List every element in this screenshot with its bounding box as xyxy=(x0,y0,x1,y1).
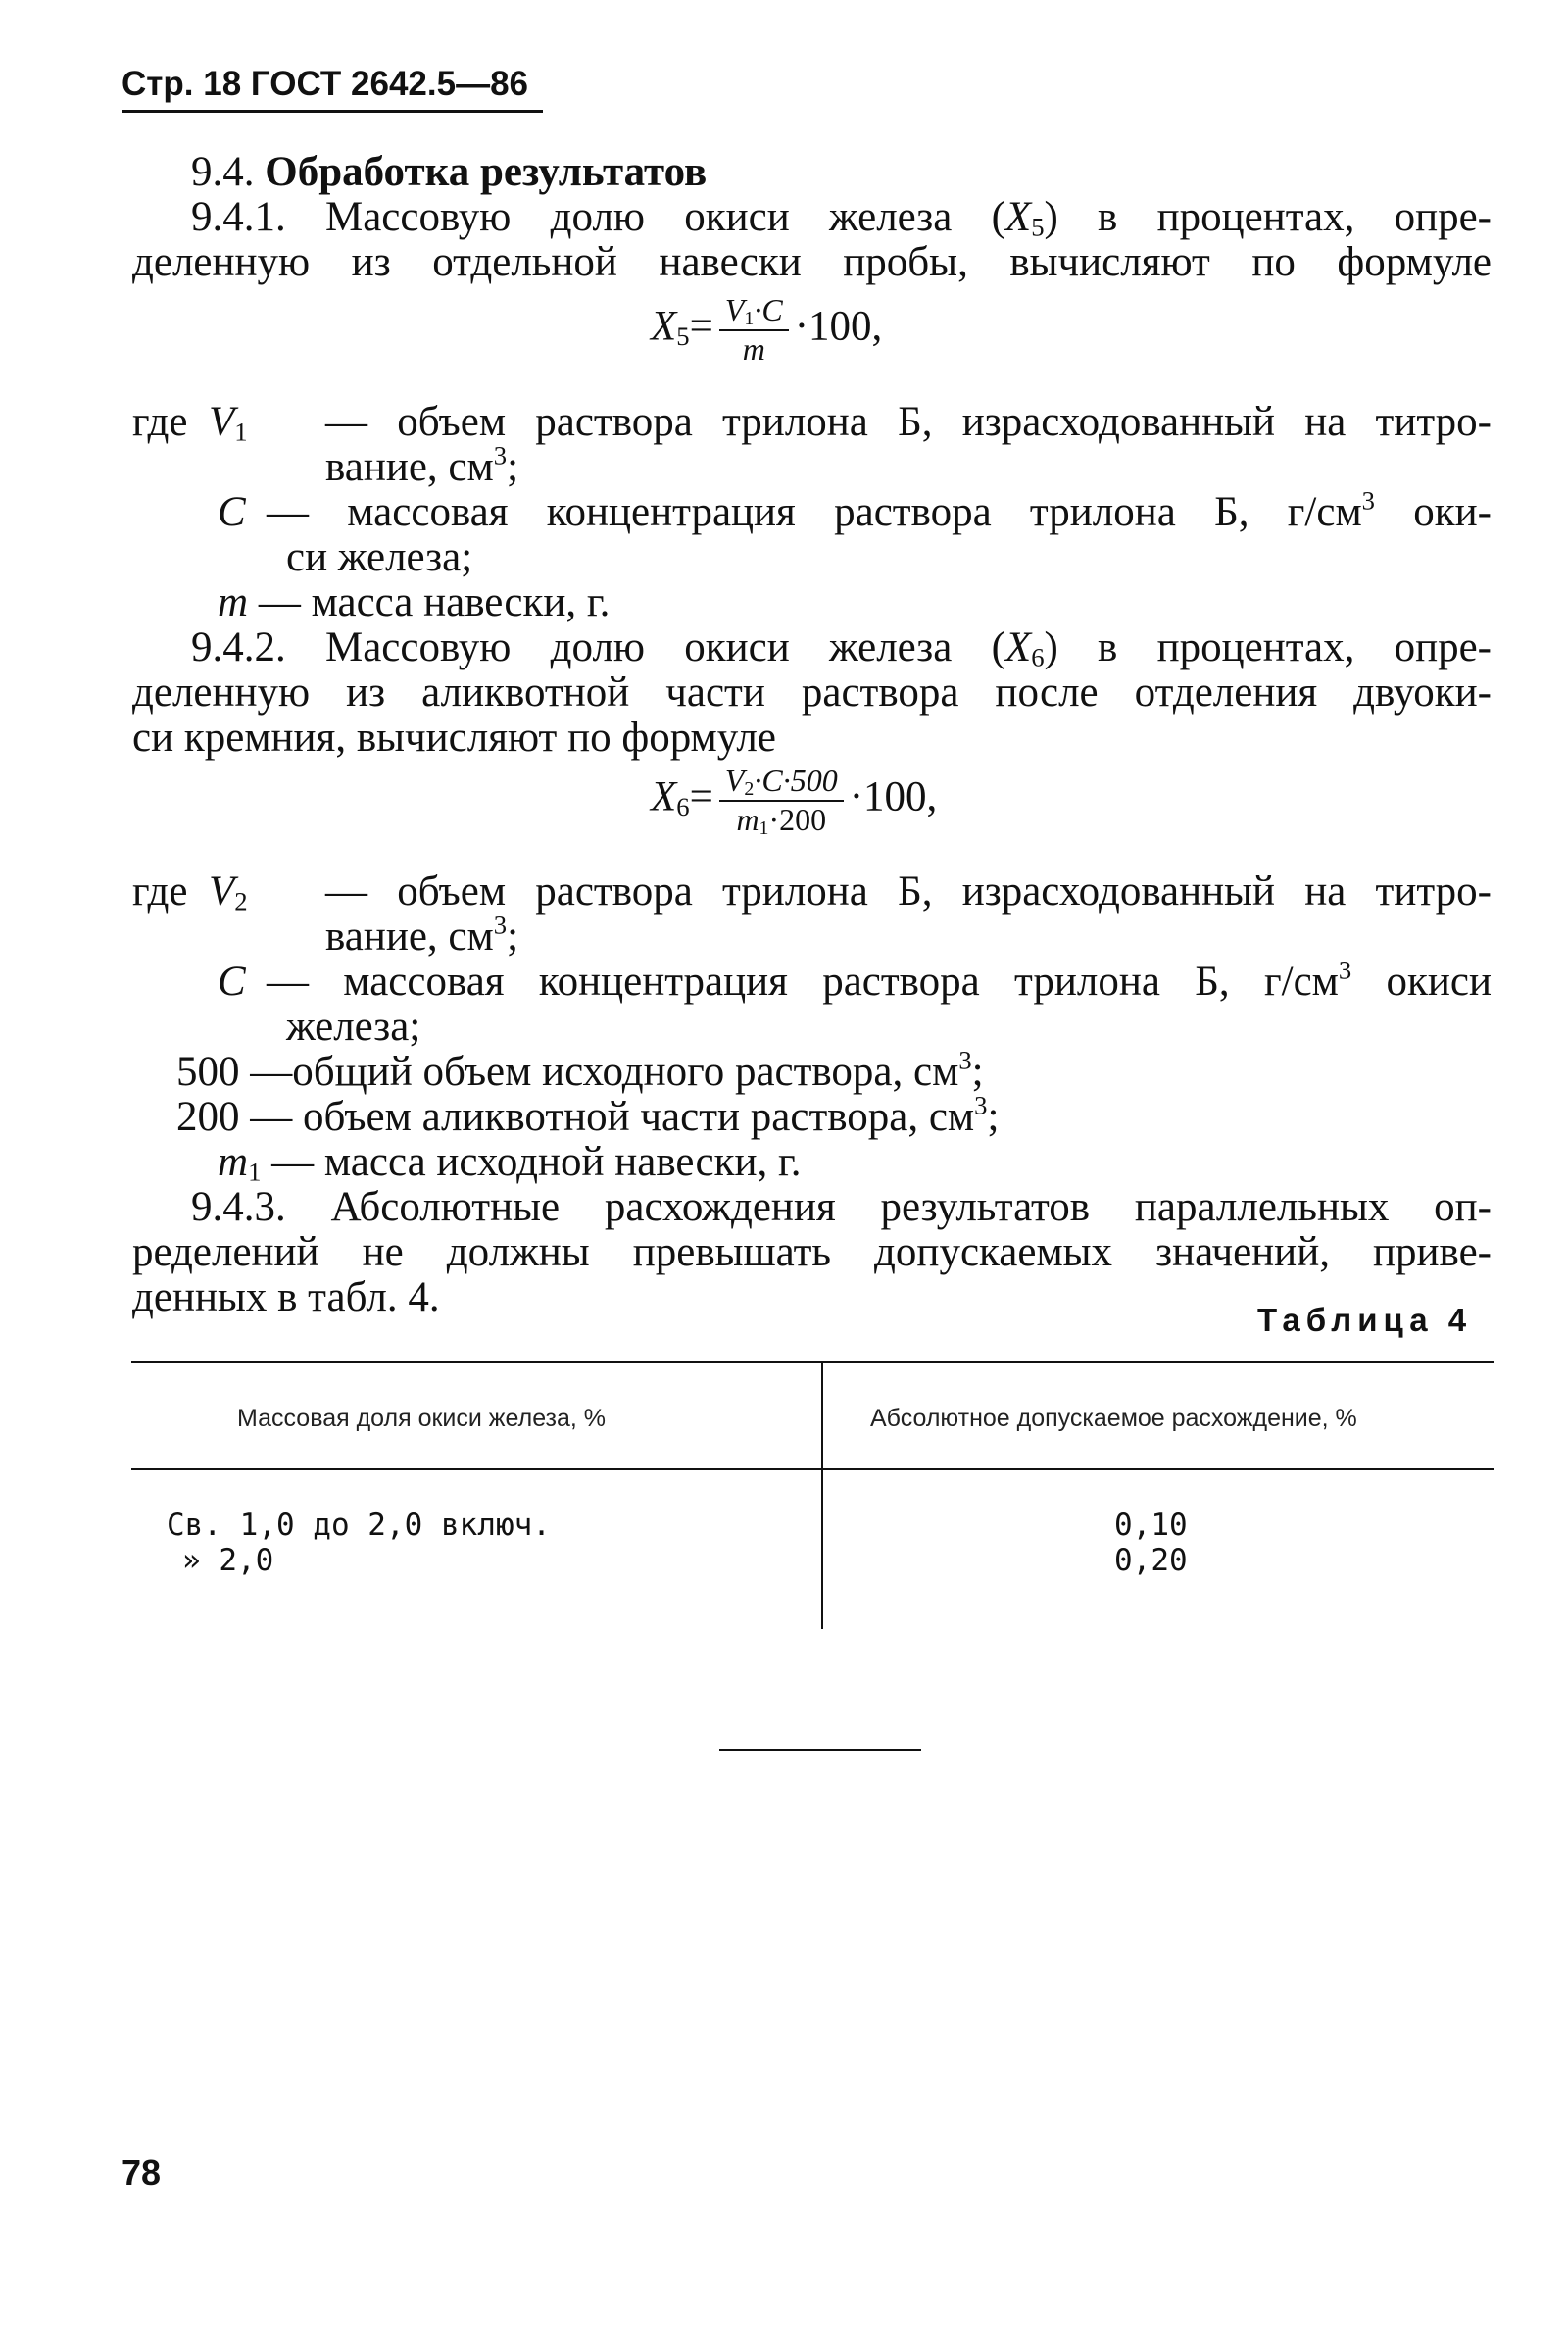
end-rule xyxy=(719,1749,921,1751)
where1-c-label: C xyxy=(218,489,246,535)
where2-c-def1: — массовая концентрация раствора трилона Б, $г/см^3$ окиси xyxy=(267,955,1493,1005)
where1-c-def1: — массовая концентрация раствора трилона Б, $г/см^3$ оки- xyxy=(267,485,1492,535)
table-header-rule xyxy=(131,1468,1494,1470)
p943-line3: денных в табл. 4. xyxy=(132,1274,440,1320)
p943-line2: ределений не должны превышать допускаемых значений, приве- xyxy=(132,1229,1492,1275)
table-row-2-range: » 2,0 xyxy=(182,1543,274,1578)
where1-v-def1: — объем раствора трилона Б, израсходованный на титро- xyxy=(325,399,1492,445)
table-body-divider xyxy=(821,1470,823,1629)
formula-x5: $X_5=$ $\frac{V_1\cdot C}{m}$ ·100, xyxy=(651,292,883,367)
formula-x6-fraction: $\frac{V_2\cdot C\cdot 500}{m_1\cdot 200}$ xyxy=(719,765,844,836)
table-row-1-range: Св. 1,0 до 2,0 включ. xyxy=(167,1508,551,1543)
table-header-divider xyxy=(821,1362,823,1468)
where1-v-def2: вание, $см^3$; xyxy=(325,440,519,490)
section-number: 9.4. xyxy=(191,149,255,195)
p942-line2: деленную из аликвотной части раствора после отделения двуоки- xyxy=(132,669,1492,716)
running-header xyxy=(122,65,528,104)
where2-c-def2: железа; xyxy=(286,1004,421,1050)
where2-500: 500 —общий объем исходного раствора, $см^3$; xyxy=(176,1045,984,1095)
where2-m1: $m_1$ — масса исходной навески, г. xyxy=(218,1139,802,1187)
section-heading xyxy=(191,150,707,195)
table-header-deviation: Абсолютное допускаемое расхождение, % xyxy=(870,1405,1357,1432)
where1-m: m — масса навески, г. xyxy=(218,579,611,625)
table-header-mass-fraction: Массовая доля окиси железа, % xyxy=(237,1405,607,1432)
page-ref: Стр. 18 xyxy=(122,65,242,103)
where1-c-def2: си железа; xyxy=(286,534,473,580)
where2-200: 200 — объем аликвотной части раствора, $см^3$; xyxy=(176,1090,1000,1140)
header-rule xyxy=(122,110,543,113)
p941-line2: деленную из отдельной навески пробы, вычисляют по формуле xyxy=(132,239,1492,285)
page-number: 78 xyxy=(122,2153,162,2193)
table-row-2-value: 0,20 xyxy=(1114,1543,1188,1578)
p942-line3: си кремния, вычисляют по формуле xyxy=(132,715,776,761)
p942-line1: 9.4.2. Массовую долю окиси железа $(X_6)$ в процентах, опре- xyxy=(191,624,1493,672)
where2-v-def2: вание, $см^3$; xyxy=(325,910,519,960)
where2-v-def1: — объем раствора трилона Б, израсходованный на титро- xyxy=(325,868,1492,915)
where1-v-label: где $V_1$ xyxy=(132,399,248,447)
where2-v-label: где $V_2$ xyxy=(132,868,248,916)
where2-c-label: C xyxy=(218,959,246,1005)
standard-code: ГОСТ 2642.5—86 xyxy=(250,65,529,103)
table-row-1-value: 0,10 xyxy=(1114,1508,1188,1543)
table-caption: Таблица 4 xyxy=(1257,1302,1473,1338)
p941-line1: 9.4.1. Массовую долю окиси железа $(X_5)$ в процентах, опре- xyxy=(191,194,1493,242)
p943-line1: 9.4.3. Абсолютные расхождения результатов параллельных оп- xyxy=(191,1184,1492,1230)
formula-x6: $X_6=$ $\frac{V_2\cdot C\cdot 500}{m_1\cdot 200}$ ·100, xyxy=(651,763,938,839)
formula-x5-fraction: $\frac{V_1\cdot C}{m}$ xyxy=(719,294,789,366)
table-top-rule xyxy=(131,1361,1494,1363)
section-title: Обработка результатов xyxy=(265,149,708,195)
